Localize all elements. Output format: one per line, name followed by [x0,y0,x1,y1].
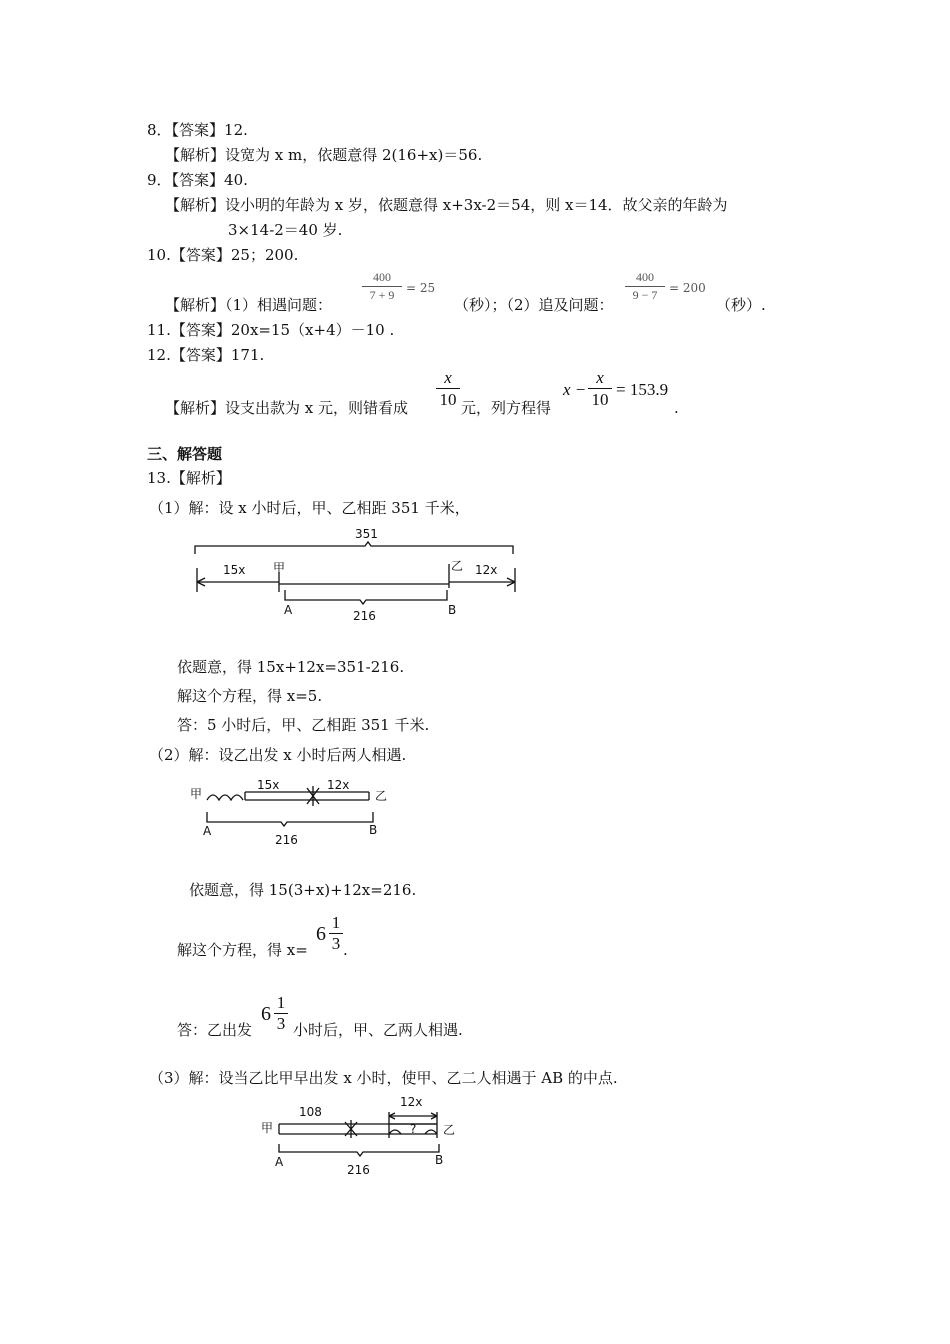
p1-label-left: 15x [223,563,246,577]
q12-analysis-middle: 元，列方程得 [461,399,552,417]
p3-label-a: A [275,1155,284,1169]
p3-label-half: 108 [299,1105,322,1119]
q12-answer: 12.【答案】171. [147,346,265,364]
q8-answer: 8．【答案】12. [147,121,248,139]
q11-answer: 11.【答案】20x=15（x+4）－10 . [147,321,395,339]
p2-label-b: B [369,823,378,837]
part2-answer-prefix: 答：乙出发 [177,1021,253,1039]
q10-sec2: （秒）. [716,296,766,314]
p3-label-q: ? [410,1122,417,1136]
p1-label-right: 12x [475,563,498,577]
q10-sec1: （秒）；（2）追及问题： [454,296,614,314]
part2-answer-suffix: 小时后，甲、乙两人相遇. [293,1021,463,1039]
part2-equation: 依题意，得 15(3+x)+12x=216. [189,881,417,899]
part1-equation: 依题意，得 15x+12x=351-216. [177,658,405,676]
part1-diagram [185,522,525,632]
q10-frac2-rhs: = 200 [669,281,706,295]
p3-label-b: B [435,1153,444,1167]
p1-label-a: A [284,603,293,617]
section-heading: 三、解答题 [147,445,223,463]
p2-label-seg1: 15x [257,778,280,792]
q12-frac-num: x [444,368,452,387]
p1-label-yi: 乙 [451,559,464,573]
part2-diagram [185,770,415,850]
p1-label-b: B [448,603,457,617]
q10-frac1-rhs: = 25 [406,281,436,295]
p2-label-seg2: 12x [327,778,350,792]
p3-label-jia: 甲 [261,1121,274,1135]
q12-frac-den: 10 [439,390,457,409]
part3-title: （3）解：设当乙比甲早出发 x 小时，使甲、乙二人相遇于 AB 的中点. [149,1069,618,1087]
part1-solve: 解这个方程，得 x=5. [177,687,323,705]
q10-fraction-2 [625,270,665,303]
q13-heading: 13.【解析】 [147,469,231,487]
p1-label-mid: 216 [353,609,376,623]
part2-answer-num: 1 [276,993,286,1012]
p2-label-yi: 乙 [375,789,388,803]
part1-answer: 答：5 小时后，甲、乙相距 351 千米. [177,716,430,734]
q12-analysis-prefix: 【解析】设支出款为 x 元，则错看成 [165,399,408,417]
p1-label-jia: 甲 [273,561,286,575]
part1-title: （1）解：设 x 小时后，甲、乙相距 351 千米， [149,499,470,517]
q12-eq-rhs: = 153.9 [616,380,669,399]
p2-label-a: A [203,824,212,838]
part2-solve-num: 1 [331,913,341,932]
q12-eq-lhs: x − [563,380,587,399]
q12-eq-fraction [588,368,612,409]
q8-analysis: 【解析】设宽为 x m，依题意得 2(16+x)＝56. [165,146,483,164]
part2-solve-den: 3 [331,934,341,953]
q10-frac1-num: 400 [373,270,391,284]
q12-end: . [674,399,679,417]
q10-answer: 10.【答案】25；200. [147,246,299,264]
q9-analysis-line2: 3×14-2＝40 岁. [228,221,343,239]
part2-answer-whole: 6 [261,1003,271,1025]
q10-frac1-den: 7 + 9 [369,288,395,302]
part2-solve-whole: 6 [316,923,326,945]
p3-label-seg: 12x [400,1095,423,1109]
p2-label-jia: 甲 [190,787,203,801]
p1-label-total: 351 [355,527,378,541]
q9-answer: 9．【答案】40. [147,171,248,189]
part2-solve-prefix: 解这个方程，得 x= [177,941,308,959]
part3-diagram [255,1092,495,1182]
q12-eq-num: x [596,368,604,387]
q10-frac2-num: 400 [636,270,654,284]
part2-solve-end: . [343,941,348,959]
q10-fraction-1 [362,270,402,303]
p3-label-total: 216 [347,1163,370,1177]
part2-title: （2）解：设乙出发 x 小时后两人相遇. [149,746,407,764]
q10-analysis-prefix: 【解析】（1）相遇问题： [165,296,333,314]
part2-answer-den: 3 [276,1014,286,1033]
p3-label-yi: 乙 [443,1123,456,1137]
part2-solution-mixed-number [316,913,346,957]
p2-label-total: 216 [275,833,298,847]
part2-answer-mixed-number [261,993,291,1037]
q9-analysis-line1: 【解析】设小明的年龄为 x 岁，依题意得 x+3x-2＝54，则 x＝14．故父亲的年龄为 [165,196,728,214]
q10-frac2-den: 9 − 7 [632,288,658,302]
q12-fraction [436,368,460,409]
q12-eq-den: 10 [591,390,609,409]
